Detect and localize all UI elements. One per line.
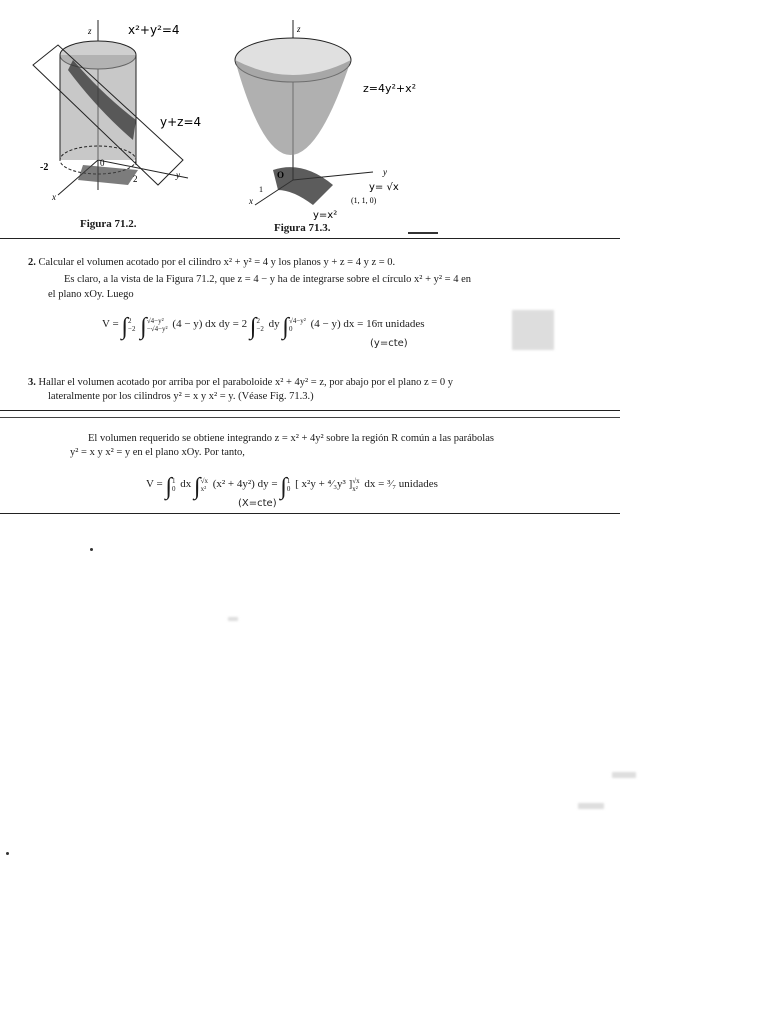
fig2-origin-label: O bbox=[277, 170, 285, 180]
p3-int1-limits bbox=[172, 477, 176, 493]
p3-int1-upper: 1 bbox=[172, 477, 176, 485]
problem-2-handwritten-note: (y=cte) bbox=[370, 338, 408, 349]
p2-int4-upper: √4−y² bbox=[289, 317, 306, 325]
middle-divider-2 bbox=[0, 417, 620, 418]
fig1-two-label: 2 bbox=[133, 174, 138, 184]
p3-bracket-upper: √x bbox=[352, 477, 360, 485]
bottom-divider bbox=[0, 513, 620, 514]
problem-3-handwritten-note: (X=cte) bbox=[238, 498, 277, 509]
fig2-x-label: x bbox=[249, 196, 253, 206]
scan-smudge bbox=[512, 310, 554, 350]
p2-integral-1: ∫ bbox=[121, 314, 129, 340]
fig1-x-label: x bbox=[52, 192, 56, 202]
p3-integrand: (x² + 4y²) dy bbox=[212, 478, 269, 490]
problem-3-solution-line1: El volumen requerido se obtiene integrando z = x² + 4y² sobre la región R común a las parábolas bbox=[88, 433, 494, 444]
fig1-y-label: y bbox=[176, 170, 180, 180]
p2-int2-limits bbox=[147, 317, 168, 333]
p2-int2-lower: −√4−y² bbox=[146, 325, 168, 333]
p2-integral-2: ∫ bbox=[140, 314, 147, 340]
scan-mark bbox=[228, 617, 238, 621]
problem-3-solution-line2: y² = x y x² = y en el plano xOy. Por tanto, bbox=[70, 447, 245, 458]
problem-3-statement-line1 bbox=[28, 376, 453, 389]
p3-int2-upper: √x bbox=[200, 477, 208, 485]
p2-int3-lower: −2 bbox=[256, 325, 264, 333]
problem-2-formula bbox=[102, 314, 425, 341]
p3-equals: = bbox=[271, 478, 278, 490]
figure-71-3-paraboloid bbox=[233, 0, 493, 240]
fig2-handwritten-sqrt: y= √x bbox=[369, 182, 399, 193]
fig1-handwritten-plane: y+z=4 bbox=[160, 115, 202, 129]
p2-integrand-1: (4 − y) dx dy = 2 bbox=[172, 318, 248, 330]
p2-int4-limits bbox=[289, 317, 306, 333]
p2-int1-lower: −2 bbox=[128, 325, 136, 333]
fig2-one-label: 1 bbox=[259, 185, 263, 194]
fig1-neg2-label: -2 bbox=[40, 162, 49, 173]
p2-lhs: V = bbox=[102, 318, 119, 330]
top-divider bbox=[0, 238, 620, 239]
problem-3-statement-line2: lateralmente por los cilindros y² = x y x² = y. (Véase Fig. 71.3.) bbox=[48, 391, 314, 402]
scan-speck bbox=[6, 852, 9, 855]
problem-2-number: 2. bbox=[28, 257, 36, 268]
scan-speck bbox=[90, 548, 93, 551]
p2-result: = 16π unidades bbox=[357, 318, 425, 330]
middle-divider bbox=[0, 410, 620, 411]
fig2-handwritten-parabola: y=x² bbox=[313, 210, 338, 221]
problem-2-solution-line2: el plano xOy. Luego bbox=[48, 289, 134, 300]
p3-int1-lower: 0 bbox=[172, 485, 176, 493]
p2-int1-upper: 2 bbox=[128, 317, 132, 325]
p3-int2-lower: x² bbox=[200, 485, 207, 493]
p2-integral-4: ∫ bbox=[282, 314, 289, 340]
problem-3-text-1: Hallar el volumen acotado por arriba por el paraboloide x² + 4y² = z, por abajo por el plano z = 0 y bbox=[38, 377, 453, 388]
p3-bracket: [ x²y + ⁴⁄₃y³ ] bbox=[295, 478, 353, 490]
problem-2-statement bbox=[28, 256, 395, 269]
p3-int3-lower: 0 bbox=[286, 485, 291, 493]
fig2-y-label: y bbox=[383, 167, 387, 177]
figure-box-edge bbox=[408, 232, 438, 234]
p3-bracket-limits bbox=[352, 477, 359, 493]
p3-integral-2: ∫ bbox=[194, 474, 201, 500]
problem-3-formula bbox=[146, 474, 438, 501]
fig1-z-label: z bbox=[88, 26, 92, 36]
p3-int3-upper: 1 bbox=[286, 477, 291, 485]
fig2-handwritten-surface: z=4y²+x² bbox=[363, 82, 417, 95]
fig1-handwritten-circle: x²+y²=4 bbox=[128, 23, 180, 37]
p3-int2-limits bbox=[201, 477, 208, 493]
problem-2-solution-line1: Es claro, a la vista de la Figura 71.2, que z = 4 − y ha de integrarse sobre el círculo x² + y² = 4 en bbox=[64, 274, 471, 285]
p3-bracket-lower: x² bbox=[352, 485, 358, 493]
problem-2-text: Calcular el volumen acotado por el cilindro x² + y² = 4 y los planos y + z = 4 y z = 0. bbox=[38, 257, 396, 268]
scan-mark bbox=[612, 772, 636, 778]
figure-71-3-caption: Figura 71.3. bbox=[274, 222, 331, 234]
p2-int2-upper: √4−y² bbox=[146, 317, 164, 325]
p3-lhs: V = bbox=[146, 478, 163, 490]
fig2-point-label: (1, 1, 0) bbox=[351, 196, 377, 205]
p3-rest: dx = ³⁄₇ unidades bbox=[364, 478, 438, 490]
fig2-z-label: z bbox=[297, 24, 301, 34]
p2-dy: dy bbox=[268, 318, 280, 330]
p3-integral-1: ∫ bbox=[165, 474, 173, 500]
scan-mark bbox=[578, 803, 604, 809]
p2-int1-limits bbox=[128, 317, 135, 333]
figure-71-2-caption: Figura 71.2. bbox=[80, 218, 137, 230]
p2-int3-upper: 2 bbox=[256, 317, 260, 325]
figures-block bbox=[28, 0, 620, 240]
fig1-origin-label: 0 bbox=[100, 158, 105, 168]
p2-integral-3: ∫ bbox=[249, 314, 257, 340]
p2-integrand-2: (4 − y) dx bbox=[310, 318, 355, 330]
p2-int4-lower: 0 bbox=[289, 325, 293, 333]
p2-int3-limits bbox=[256, 317, 263, 333]
p3-dx: dx bbox=[180, 478, 192, 490]
p3-integral-3: ∫ bbox=[280, 474, 287, 500]
problem-3-number: 3. bbox=[28, 377, 36, 388]
p3-int3-limits bbox=[287, 477, 291, 493]
